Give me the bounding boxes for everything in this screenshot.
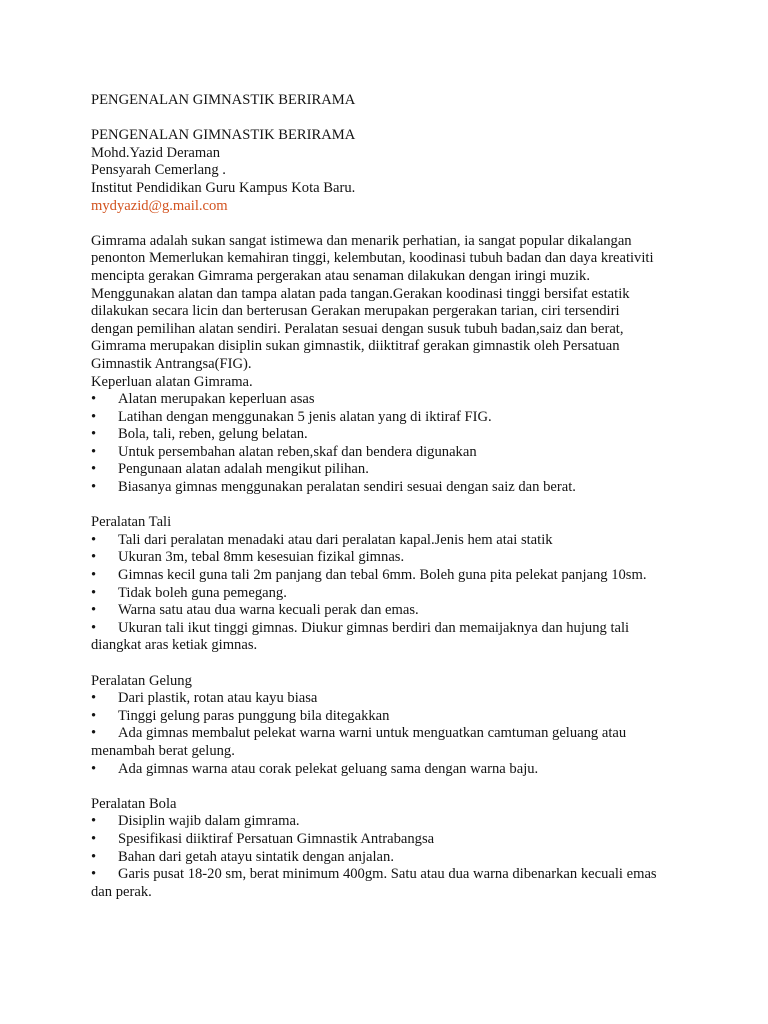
intro-line: Menggunakan alatan dan tampa alatan pada tangan.Gerakan koodinasi tinggi bersifat estatik (91, 285, 630, 302)
author-name: Mohd.Yazid Deraman (91, 144, 221, 161)
bullet-icon: • (91, 479, 97, 496)
list-item (91, 532, 683, 550)
list-item (91, 831, 683, 849)
list-item-text: Gimnas kecil guna tali 2m panjang dan tebal 6mm. Boleh guna pita pelekat panjang 10sm. (118, 567, 647, 584)
list-item (91, 461, 683, 479)
spacer (91, 655, 683, 673)
list-item (91, 813, 683, 831)
section-heading-keperluan: Keperluan alatan Gimrama. (91, 373, 253, 390)
list-item (91, 725, 683, 760)
bullet-icon: • (91, 567, 97, 584)
list-item (91, 426, 683, 444)
intro-line: penonton Memerlukan kemahiran tinggi, kelembutan, koodinasi tubuh badan dan daya kreativiti (91, 250, 654, 267)
list-item-text: Latihan dengan menggunakan 5 jenis alatan yang di iktiraf FIG. (118, 408, 492, 425)
author-institution: Institut Pendidikan Guru Kampus Kota Baru. (91, 179, 356, 196)
bullet-icon: • (91, 848, 97, 865)
list-item (91, 549, 683, 567)
spacer (91, 497, 683, 515)
list-item (91, 761, 683, 779)
section-heading-tali: Peralatan Tali (91, 514, 172, 531)
bullet-icon: • (91, 584, 97, 601)
bullet-icon: • (91, 531, 97, 548)
list-item-text: Bahan dari getah atayu sintatik dengan anjalan. (118, 848, 394, 865)
author-position: Pensyarah Cemerlang . (91, 162, 226, 179)
intro-line: mencipta gerakan Gimrama pergerakan atau senaman dilakukan dengan iringi muzik. (91, 267, 590, 284)
list-item-text: Bola, tali, reben, gelung belatan. (118, 426, 308, 443)
list-item-text: Biasanya gimnas menggunakan peralatan sendiri sesuai dengan saiz dan berat. (118, 479, 576, 496)
bullet-list-tali (91, 532, 683, 655)
list-item (91, 849, 683, 867)
intro-line: dilakukan secara licin dan berterusan Gerakan merupakan pergerakan tarian, ciri tersendiri (91, 303, 620, 320)
bullet-icon: • (91, 461, 97, 478)
document-title: PENGENALAN GIMNASTIK BERIRAMA (91, 127, 356, 144)
bullet-icon: • (91, 619, 97, 636)
list-item-text: Untuk persembahan alatan reben,skaf dan bendera digunakan (118, 443, 477, 460)
document-heading: PENGENALAN GIMNASTIK BERIRAMA (91, 92, 356, 108)
bullet-icon: • (91, 760, 97, 777)
bullet-icon: • (91, 602, 97, 619)
author-email[interactable]: mydyazid@g.mail.com (91, 197, 228, 214)
list-item (91, 602, 683, 620)
list-item-text: Ada gimnas warna atau corak pelekat geluang sama dengan warna baju. (118, 760, 539, 777)
list-item (91, 866, 683, 901)
list-item-text: Tali dari peralatan menadaki atau dari peralatan kapal.Jenis hem atai statik (118, 531, 553, 548)
intro-line: Gimrama merupakan disiplin sukan gimnastik, diiktitraf gerakan gimnastik oleh Persatuan (91, 338, 620, 355)
list-item (91, 620, 683, 655)
bullet-icon: • (91, 426, 97, 443)
list-item (91, 409, 683, 427)
list-item-text: Alatan merupakan keperluan asas (118, 391, 315, 408)
list-item-text: Pengunaan alatan adalah mengikut pilihan. (118, 461, 369, 478)
bullet-list-gelung (91, 690, 683, 778)
list-item (91, 690, 683, 708)
list-item-text: Ukuran tali ikut tinggi gimnas. Diukur gimnas berdiri dan memaijaknya dan hujung tali (118, 619, 630, 636)
list-item-text: Tidak boleh guna pemegang. (118, 584, 287, 601)
bullet-icon: • (91, 408, 97, 425)
bullet-icon: • (91, 690, 97, 707)
bullet-icon: • (91, 813, 97, 830)
list-item-text: Warna satu atau dua warna kecuali perak dan emas. (118, 602, 419, 619)
document-body (91, 92, 683, 901)
list-item (91, 585, 683, 603)
list-item-text: Garis pusat 18-20 sm, berat minimum 400gm. Satu atau dua warna dibenarkan kecuali emas (118, 866, 657, 883)
bullet-icon: • (91, 866, 97, 883)
bullet-icon: • (91, 549, 97, 566)
bullet-list-keperluan (91, 391, 683, 497)
list-item (91, 391, 683, 409)
list-item (91, 708, 683, 726)
intro-line: Gimrama adalah sukan sangat istimewa dan menarik perhatian, ia sangat popular dikalangan (91, 232, 632, 249)
list-item-text: Tinggi gelung paras punggung bila ditegakkan (118, 707, 390, 724)
list-item-text: Dari plastik, rotan atau kayu biasa (118, 690, 318, 707)
list-item (91, 479, 683, 497)
bullet-icon: • (91, 725, 97, 742)
list-item-text-continued: menambah berat gelung. (91, 742, 235, 759)
list-item-text-continued: diangkat aras ketiak gimnas. (91, 637, 258, 654)
bullet-icon: • (91, 830, 97, 847)
bullet-icon: • (91, 391, 97, 408)
section-heading-bola: Peralatan Bola (91, 795, 177, 812)
bullet-icon: • (91, 443, 97, 460)
bullet-list-bola (91, 813, 683, 901)
list-item-text-continued: dan perak. (91, 883, 152, 900)
section-heading-gelung: Peralatan Gelung (91, 672, 192, 689)
list-item-text: Ada gimnas membalut pelekat warna warni untuk menguatkan camtuman geluang atau (118, 725, 627, 742)
intro-line: Gimnastik Antrangsa(FIG). (91, 355, 252, 372)
spacer (91, 215, 683, 233)
bullet-icon: • (91, 707, 97, 724)
list-item-text: Spesifikasi diiktiraf Persatuan Gimnastik Antrabangsa (118, 830, 435, 847)
list-item-text: Ukuran 3m, tebal 8mm kesesuian fizikal gimnas. (118, 549, 405, 566)
list-item-text: Disiplin wajib dalam gimrama. (118, 813, 300, 830)
list-item (91, 567, 683, 585)
list-item (91, 444, 683, 462)
spacer (91, 778, 683, 796)
intro-paragraph (91, 233, 683, 374)
intro-line: dengan pemilihan alatan sendiri. Peralatan sesuai dengan susuk tubuh badan,saiz dan berat, (91, 320, 624, 337)
